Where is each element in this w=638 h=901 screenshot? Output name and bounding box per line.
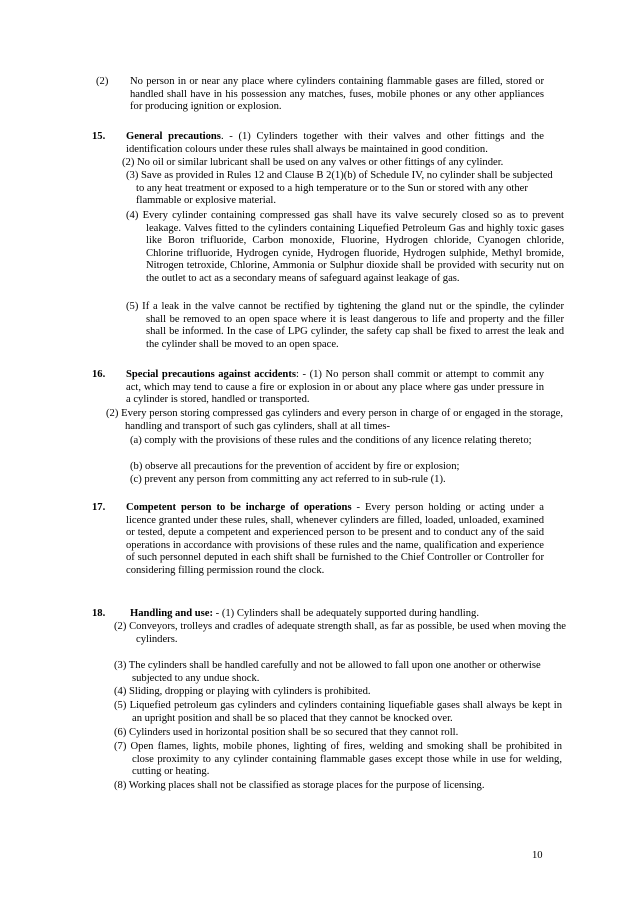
rule-18-item-5: (5) Liquefied petroleum gas cylinders and cylinders containing liquefiable gases shall always be kept in an upright position and shall be so placed that they cannot be knocked over. xyxy=(114,700,562,724)
rule-number: 17. xyxy=(92,502,106,513)
rule-title: Special precautions against accidents xyxy=(126,369,296,380)
rule-number: 15. xyxy=(92,131,106,142)
rule-number: 16. xyxy=(92,369,106,380)
rule-text: - (1) Cylinders shall be adequately supported during handling. xyxy=(213,608,479,619)
rule-15-item-3: (3) Save as provided in Rules 12 and Clause B 2(1)(b) of Schedule IV, no cylinder shall be subjected to any heat treatment or exposed to a high temperature or to the Sun or stored with any other flammable or explosive material. xyxy=(126,170,553,207)
rule-text: : - (1) No person shall commit or attempt to commit any act, which may tend to cause a fire or explosion in or about any place where gas under pressure in a cylinder is stored, handled or transported. xyxy=(126,369,544,406)
rule-18-item-4: (4) Sliding, dropping or playing with cylinders is prohibited. xyxy=(114,686,371,697)
rule-number: 18. xyxy=(92,608,106,619)
rule-16-item-2: (2) Every person storing compressed gas cylinders and every person in charge of or engaged in the storage, handling and transport of such gas cylinders, shall at all times- xyxy=(106,408,563,432)
rule-17-lead xyxy=(126,502,544,578)
rule-16-subitem-a: (a) comply with the provisions of these rules and the conditions of any licence relating thereto; xyxy=(130,435,532,446)
rule-18-item-8: (8) Working places shall not be classified as storage places for the purpose of licensing. xyxy=(114,780,485,791)
rule-18-item-7: (7) Open flames, lights, mobile phones, lighting of fires, welding and smoking shall be prohibited in close proximity to any cylinder containing flammable gases except those while in use for welding, cutting or heating. xyxy=(114,741,562,778)
rule-text: - Every person holding or acting under a licence granted under these rules, shall, whenever cylinders are filled, loaded, unloaded, examined or tested, depute a competent and experienced person to be present and to conduct any of the said operations in accordance with provisions of these rules and the name, qualification and experience of such personnel deputed in each shift shall be furnished to the Chief Controller or Controller for considering filling permission round the clock. xyxy=(126,502,544,576)
rule-15-lead xyxy=(126,131,544,156)
rule-15-item-2: (2) No oil or similar lubricant shall be used on any valves or other fittings of any cylinder. xyxy=(122,157,504,168)
rule-text: . - (1) Cylinders together with their valves and other fittings and the identification colours under these rules shall always be maintained in good condition. xyxy=(126,131,545,155)
para-number: (2) xyxy=(96,76,109,87)
rule-18-item-3: (3) The cylinders shall be handled carefully and not be allowed to fall upon one another or otherwise subjected to any undue shock. xyxy=(114,660,541,684)
rule-16-lead xyxy=(126,369,544,407)
rule-18-item-2: (2) Conveyors, trolleys and cradles of adequate strength shall, as far as possible, be used when moving the cylinders. xyxy=(114,621,566,645)
page-number: 10 xyxy=(532,850,543,861)
rule-18-item-6: (6) Cylinders used in horizontal position shall be so secured that they cannot roll. xyxy=(114,727,459,738)
rule-16-subitem-b: (b) observe all precautions for the prevention of accident by fire or explosion; xyxy=(130,461,460,472)
rule-title: Handling and use: xyxy=(130,608,214,619)
rule-16-subitem-c: (c) prevent any person from committing any act referred to in sub-rule (1). xyxy=(130,474,446,485)
para-text: No person in or near any place where cylinders containing flammable gases are filled, stored or handled shall have in his possession any matches, fuses, mobile phones or any other appliances for producing ignition or explosion. xyxy=(130,76,544,113)
rule-title: Competent person to be incharge of operations xyxy=(126,502,352,513)
rule-title: General precautions xyxy=(126,131,221,142)
rule-18-lead xyxy=(130,608,544,621)
rule-15-item-5: (5) If a leak in the valve cannot be rectified by tightening the gland nut or the spindle, the cylinder shall be removed to an open space where it is least dangerous to life and property and the filler shall be informed. In the case of LPG cylinder, the safety cap shall be fixed to arrest the leak and the cylinder shall be moved to an open space. xyxy=(126,301,564,350)
rule-15-item-4: (4) Every cylinder containing compressed gas shall have its valve securely closed so as to prevent leakage. Valves fitted to the cylinders containing Liquefied Petroleum Gas and highly toxic gases like Boron trifluoride, Carbon monoxide, Fluorine, Hydrogen chloride, Cyanogen chloride, Chlorine trifluoride, Hydrogen cynide, Hydrogen fluoride, Hydrogen sulphide, Methyl bromide, Nitrogen tetroxide, Chlorine, Ammonia or Sulphur dioxide shall be provided with security nut on the outlet to act as a secondary means of safeguard against leakage of gas. xyxy=(126,210,564,284)
